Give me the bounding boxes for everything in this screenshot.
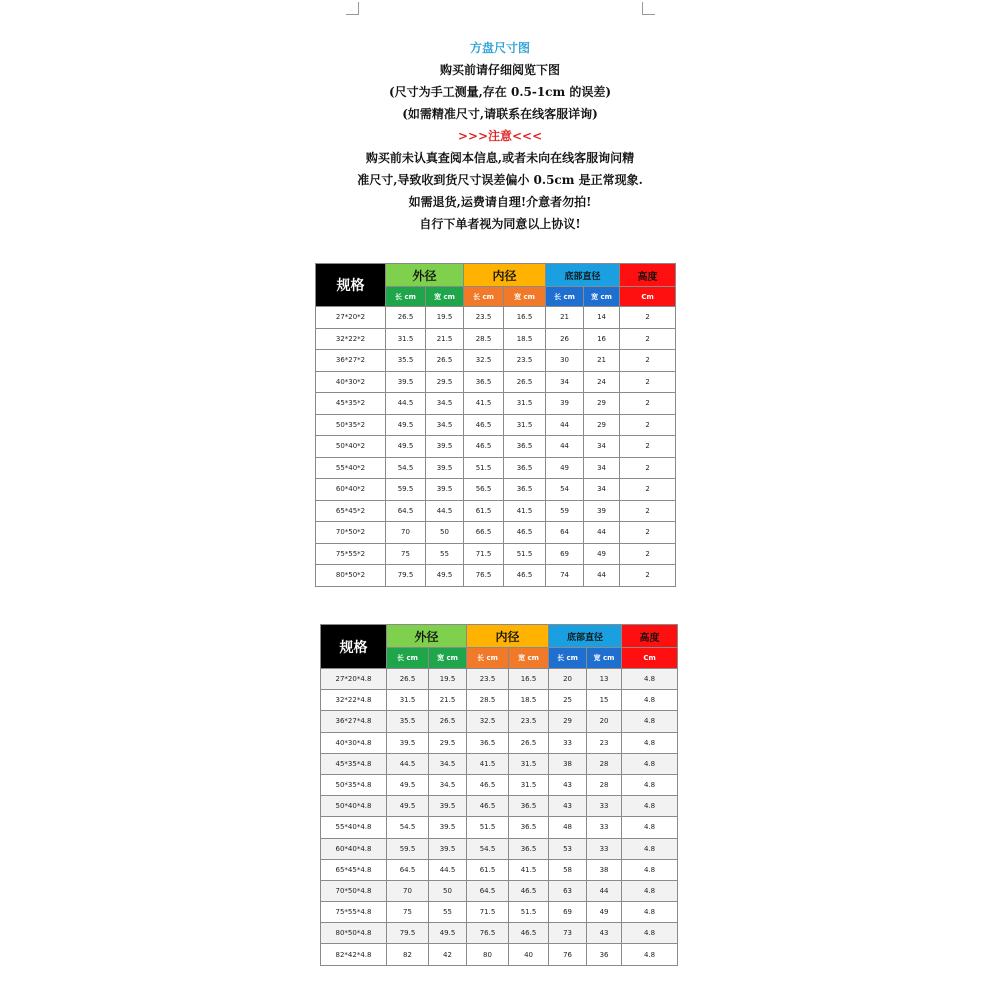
notice-line: 自行下单者视为同意以上协议!	[419, 217, 581, 231]
value-cell: 44.5	[387, 753, 429, 774]
value-cell: 25	[549, 690, 587, 711]
value-cell: 64	[546, 522, 584, 544]
value-cell: 2	[620, 307, 676, 329]
value-cell: 59.5	[386, 479, 426, 501]
value-cell: 2	[620, 479, 676, 501]
value-cell: 31.5	[387, 690, 429, 711]
inner-width-subheader: 宽 cm	[509, 648, 549, 669]
table-row	[316, 350, 676, 372]
value-cell: 56.5	[464, 479, 504, 501]
value-cell: 4.8	[622, 753, 678, 774]
value-cell: 43	[587, 923, 622, 944]
table-row	[321, 669, 678, 690]
value-cell: 36	[587, 944, 622, 965]
value-cell: 34	[584, 457, 620, 479]
value-cell: 49.5	[426, 565, 464, 587]
value-cell: 29.5	[426, 371, 464, 393]
size-table-4-8cm	[320, 624, 678, 966]
base-width-subheader: 宽 cm	[587, 648, 622, 669]
value-cell: 4.8	[622, 923, 678, 944]
value-cell: 26.5	[429, 711, 467, 732]
value-cell: 28	[587, 774, 622, 795]
value-cell: 19.5	[426, 307, 464, 329]
height-header: 高度	[622, 625, 678, 648]
notice-line: 准尺寸,导致收到货尺寸误差偏小 0.5cm 是正常现象.	[357, 173, 643, 187]
value-cell: 4.8	[622, 880, 678, 901]
spec-cell: 36*27*4.8	[321, 711, 387, 732]
value-cell: 4.8	[622, 796, 678, 817]
spec-cell: 40*30*2	[316, 371, 386, 393]
value-cell: 36.5	[464, 371, 504, 393]
table-row	[316, 543, 676, 565]
value-cell: 51.5	[464, 457, 504, 479]
value-cell: 31.5	[509, 774, 549, 795]
outer-length-subheader: 长 cm	[387, 648, 429, 669]
value-cell: 34.5	[426, 393, 464, 415]
spec-cell: 50*35*2	[316, 414, 386, 436]
value-cell: 4.8	[622, 690, 678, 711]
spec-cell: 27*20*4.8	[321, 669, 387, 690]
value-cell: 46.5	[504, 565, 546, 587]
base-length-subheader: 长 cm	[546, 287, 584, 307]
value-cell: 39.5	[387, 732, 429, 753]
value-cell: 16	[584, 328, 620, 350]
value-cell: 23.5	[509, 711, 549, 732]
value-cell: 36.5	[509, 817, 549, 838]
value-cell: 35.5	[386, 350, 426, 372]
inner-width-subheader: 宽 cm	[504, 287, 546, 307]
table-row	[316, 457, 676, 479]
value-cell: 61.5	[464, 500, 504, 522]
value-cell: 40	[509, 944, 549, 965]
table-row	[316, 522, 676, 544]
spec-cell: 55*40*2	[316, 457, 386, 479]
table-row	[321, 774, 678, 795]
value-cell: 42	[429, 944, 467, 965]
value-cell: 39.5	[426, 457, 464, 479]
value-cell: 26.5	[426, 350, 464, 372]
outer-width-subheader: 宽 cm	[426, 287, 464, 307]
value-cell: 31.5	[386, 328, 426, 350]
value-cell: 32.5	[467, 711, 509, 732]
spec-cell: 75*55*4.8	[321, 902, 387, 923]
value-cell: 2	[620, 328, 676, 350]
value-cell: 39.5	[426, 479, 464, 501]
spec-cell: 60*40*2	[316, 479, 386, 501]
table-row	[321, 944, 678, 965]
table-row	[316, 393, 676, 415]
spec-cell: 65*45*2	[316, 500, 386, 522]
value-cell: 76	[549, 944, 587, 965]
value-cell: 39	[546, 393, 584, 415]
value-cell: 54.5	[467, 838, 509, 859]
value-cell: 54	[546, 479, 584, 501]
notice-title: 方盘尺寸图	[469, 41, 530, 55]
value-cell: 23.5	[504, 350, 546, 372]
value-cell: 23.5	[467, 669, 509, 690]
value-cell: 50	[426, 522, 464, 544]
value-cell: 58	[549, 859, 587, 880]
value-cell: 38	[587, 859, 622, 880]
value-cell: 2	[620, 457, 676, 479]
value-cell: 46.5	[467, 774, 509, 795]
value-cell: 51.5	[504, 543, 546, 565]
table-row	[321, 690, 678, 711]
value-cell: 39.5	[429, 838, 467, 859]
table-row	[321, 753, 678, 774]
size-table-4-8cm-body	[321, 669, 678, 966]
spec-cell: 27*20*2	[316, 307, 386, 329]
table-row	[321, 923, 678, 944]
notice-block	[297, 37, 703, 235]
value-cell: 2	[620, 500, 676, 522]
value-cell: 34	[546, 371, 584, 393]
spec-cell: 40*30*4.8	[321, 732, 387, 753]
inner-length-subheader: 长 cm	[464, 287, 504, 307]
outer-diameter-header: 外径	[387, 625, 467, 648]
value-cell: 34	[584, 479, 620, 501]
value-cell: 29.5	[429, 732, 467, 753]
value-cell: 29	[549, 711, 587, 732]
value-cell: 76.5	[467, 923, 509, 944]
table-row	[316, 414, 676, 436]
value-cell: 49	[587, 902, 622, 923]
value-cell: 30	[546, 350, 584, 372]
value-cell: 14	[584, 307, 620, 329]
value-cell: 46.5	[464, 436, 504, 458]
value-cell: 53	[549, 838, 587, 859]
spec-cell: 50*35*4.8	[321, 774, 387, 795]
value-cell: 59.5	[387, 838, 429, 859]
value-cell: 2	[620, 565, 676, 587]
table-row	[316, 436, 676, 458]
value-cell: 44	[584, 565, 620, 587]
value-cell: 74	[546, 565, 584, 587]
table-row	[316, 371, 676, 393]
base-width-subheader: 宽 cm	[584, 287, 620, 307]
value-cell: 54.5	[387, 817, 429, 838]
value-cell: 4.8	[622, 838, 678, 859]
spec-cell: 50*40*4.8	[321, 796, 387, 817]
value-cell: 39.5	[426, 436, 464, 458]
value-cell: 51.5	[509, 902, 549, 923]
value-cell: 69	[549, 902, 587, 923]
value-cell: 79.5	[387, 923, 429, 944]
value-cell: 43	[549, 774, 587, 795]
value-cell: 39.5	[429, 796, 467, 817]
size-table-2cm-body	[316, 307, 676, 587]
value-cell: 79.5	[386, 565, 426, 587]
value-cell: 18.5	[504, 328, 546, 350]
value-cell: 29	[584, 393, 620, 415]
value-cell: 4.8	[622, 711, 678, 732]
spec-cell: 36*27*2	[316, 350, 386, 372]
value-cell: 49	[546, 457, 584, 479]
value-cell: 55	[426, 543, 464, 565]
spec-cell: 70*50*4.8	[321, 880, 387, 901]
spec-cell: 70*50*2	[316, 522, 386, 544]
value-cell: 44	[587, 880, 622, 901]
height-header: 高度	[620, 264, 676, 287]
outer-width-subheader: 宽 cm	[429, 648, 467, 669]
spec-cell: 32*22*4.8	[321, 690, 387, 711]
notice-line: 如需退货,运费请自理!介意者勿拍!	[408, 195, 592, 209]
value-cell: 36.5	[509, 838, 549, 859]
value-cell: 70	[387, 880, 429, 901]
value-cell: 48	[549, 817, 587, 838]
value-cell: 31.5	[504, 393, 546, 415]
value-cell: 28.5	[467, 690, 509, 711]
value-cell: 34.5	[429, 753, 467, 774]
value-cell: 69	[546, 543, 584, 565]
value-cell: 2	[620, 393, 676, 415]
value-cell: 46.5	[504, 522, 546, 544]
notice-line: (如需精准尺寸,请联系在线客服详询)	[402, 107, 598, 121]
outer-length-subheader: 长 cm	[386, 287, 426, 307]
value-cell: 43	[549, 796, 587, 817]
value-cell: 24	[584, 371, 620, 393]
value-cell: 26	[546, 328, 584, 350]
outer-diameter-header: 外径	[386, 264, 464, 287]
value-cell: 2	[620, 350, 676, 372]
table-row	[321, 838, 678, 859]
value-cell: 20	[549, 669, 587, 690]
value-cell: 64.5	[467, 880, 509, 901]
value-cell: 19.5	[429, 669, 467, 690]
value-cell: 73	[549, 923, 587, 944]
value-cell: 26.5	[387, 669, 429, 690]
table-row	[321, 902, 678, 923]
value-cell: 61.5	[467, 859, 509, 880]
inner-diameter-header: 内径	[467, 625, 549, 648]
notice-line: 购买前请仔细阅览下图	[439, 63, 560, 77]
table-row	[321, 796, 678, 817]
value-cell: 2	[620, 436, 676, 458]
value-cell: 44	[584, 522, 620, 544]
value-cell: 75	[387, 902, 429, 923]
notice-line: 购买前未认真查阅本信息,或者未向在线客服询问精	[365, 151, 635, 165]
value-cell: 49.5	[386, 414, 426, 436]
value-cell: 49	[584, 543, 620, 565]
table-row	[316, 328, 676, 350]
value-cell: 50	[429, 880, 467, 901]
value-cell: 70	[386, 522, 426, 544]
crop-mark-top-left	[346, 2, 359, 15]
inner-length-subheader: 长 cm	[467, 648, 509, 669]
value-cell: 63	[549, 880, 587, 901]
value-cell: 33	[587, 817, 622, 838]
value-cell: 32.5	[464, 350, 504, 372]
value-cell: 4.8	[622, 944, 678, 965]
value-cell: 28.5	[464, 328, 504, 350]
value-cell: 23	[587, 732, 622, 753]
table-row	[316, 565, 676, 587]
value-cell: 46.5	[467, 796, 509, 817]
table-row	[321, 732, 678, 753]
spec-cell: 45*35*2	[316, 393, 386, 415]
value-cell: 76.5	[464, 565, 504, 587]
value-cell: 59	[546, 500, 584, 522]
spec-cell: 80*50*4.8	[321, 923, 387, 944]
spec-cell: 80*50*2	[316, 565, 386, 587]
value-cell: 46.5	[464, 414, 504, 436]
value-cell: 49.5	[429, 923, 467, 944]
value-cell: 33	[587, 796, 622, 817]
spec-cell: 75*55*2	[316, 543, 386, 565]
value-cell: 36.5	[504, 479, 546, 501]
value-cell: 46.5	[509, 923, 549, 944]
spec-cell: 50*40*2	[316, 436, 386, 458]
value-cell: 4.8	[622, 902, 678, 923]
value-cell: 31.5	[509, 753, 549, 774]
table-row	[321, 880, 678, 901]
value-cell: 66.5	[464, 522, 504, 544]
notice-line: (尺寸为手工测量,存在 0.5-1cm 的误差)	[388, 85, 612, 99]
spec-cell: 60*40*4.8	[321, 838, 387, 859]
value-cell: 54.5	[386, 457, 426, 479]
value-cell: 31.5	[504, 414, 546, 436]
value-cell: 39.5	[386, 371, 426, 393]
value-cell: 71.5	[464, 543, 504, 565]
value-cell: 33	[549, 732, 587, 753]
value-cell: 36.5	[504, 457, 546, 479]
spec-cell: 32*22*2	[316, 328, 386, 350]
value-cell: 80	[467, 944, 509, 965]
table-row	[321, 817, 678, 838]
value-cell: 44	[546, 414, 584, 436]
spec-cell: 65*45*4.8	[321, 859, 387, 880]
value-cell: 44.5	[426, 500, 464, 522]
value-cell: 36.5	[504, 436, 546, 458]
value-cell: 34.5	[426, 414, 464, 436]
value-cell: 64.5	[386, 500, 426, 522]
spec-header: 规格	[321, 625, 387, 669]
table-row	[316, 479, 676, 501]
value-cell: 49.5	[387, 796, 429, 817]
value-cell: 2	[620, 522, 676, 544]
value-cell: 41.5	[504, 500, 546, 522]
value-cell: 16.5	[509, 669, 549, 690]
value-cell: 28	[587, 753, 622, 774]
base-length-subheader: 长 cm	[549, 648, 587, 669]
spec-header: 规格	[316, 264, 386, 307]
value-cell: 16.5	[504, 307, 546, 329]
value-cell: 26.5	[509, 732, 549, 753]
value-cell: 36.5	[509, 796, 549, 817]
spec-cell: 55*40*4.8	[321, 817, 387, 838]
value-cell: 34	[584, 436, 620, 458]
value-cell: 20	[587, 711, 622, 732]
spec-cell: 82*42*4.8	[321, 944, 387, 965]
height-unit-subheader: Cm	[622, 648, 678, 669]
value-cell: 29	[584, 414, 620, 436]
value-cell: 2	[620, 371, 676, 393]
notice-warning: >>>注意<<<	[457, 129, 543, 143]
value-cell: 2	[620, 414, 676, 436]
size-table-2cm	[315, 263, 676, 587]
value-cell: 13	[587, 669, 622, 690]
value-cell: 44.5	[386, 393, 426, 415]
value-cell: 21.5	[426, 328, 464, 350]
value-cell: 38	[549, 753, 587, 774]
value-cell: 55	[429, 902, 467, 923]
value-cell: 33	[587, 838, 622, 859]
value-cell: 35.5	[387, 711, 429, 732]
value-cell: 15	[587, 690, 622, 711]
value-cell: 2	[620, 543, 676, 565]
value-cell: 41.5	[464, 393, 504, 415]
value-cell: 36.5	[467, 732, 509, 753]
value-cell: 4.8	[622, 817, 678, 838]
crop-mark-top-right	[642, 2, 655, 15]
base-diameter-header: 底部直径	[549, 625, 622, 648]
value-cell: 44.5	[429, 859, 467, 880]
value-cell: 4.8	[622, 859, 678, 880]
value-cell: 26.5	[504, 371, 546, 393]
table-row	[316, 307, 676, 329]
value-cell: 71.5	[467, 902, 509, 923]
spec-cell: 45*35*4.8	[321, 753, 387, 774]
table-row	[321, 859, 678, 880]
table-row	[316, 500, 676, 522]
value-cell: 21.5	[429, 690, 467, 711]
value-cell: 82	[387, 944, 429, 965]
value-cell: 41.5	[509, 859, 549, 880]
value-cell: 39	[584, 500, 620, 522]
value-cell: 21	[584, 350, 620, 372]
base-diameter-header: 底部直径	[546, 264, 620, 287]
value-cell: 49.5	[386, 436, 426, 458]
value-cell: 41.5	[467, 753, 509, 774]
value-cell: 18.5	[509, 690, 549, 711]
value-cell: 49.5	[387, 774, 429, 795]
table-row	[321, 711, 678, 732]
value-cell: 26.5	[386, 307, 426, 329]
height-unit-subheader: Cm	[620, 287, 676, 307]
value-cell: 4.8	[622, 732, 678, 753]
inner-diameter-header: 内径	[464, 264, 546, 287]
value-cell: 75	[386, 543, 426, 565]
value-cell: 21	[546, 307, 584, 329]
value-cell: 4.8	[622, 669, 678, 690]
value-cell: 44	[546, 436, 584, 458]
value-cell: 4.8	[622, 774, 678, 795]
value-cell: 39.5	[429, 817, 467, 838]
value-cell: 34.5	[429, 774, 467, 795]
value-cell: 64.5	[387, 859, 429, 880]
value-cell: 23.5	[464, 307, 504, 329]
value-cell: 51.5	[467, 817, 509, 838]
value-cell: 46.5	[509, 880, 549, 901]
